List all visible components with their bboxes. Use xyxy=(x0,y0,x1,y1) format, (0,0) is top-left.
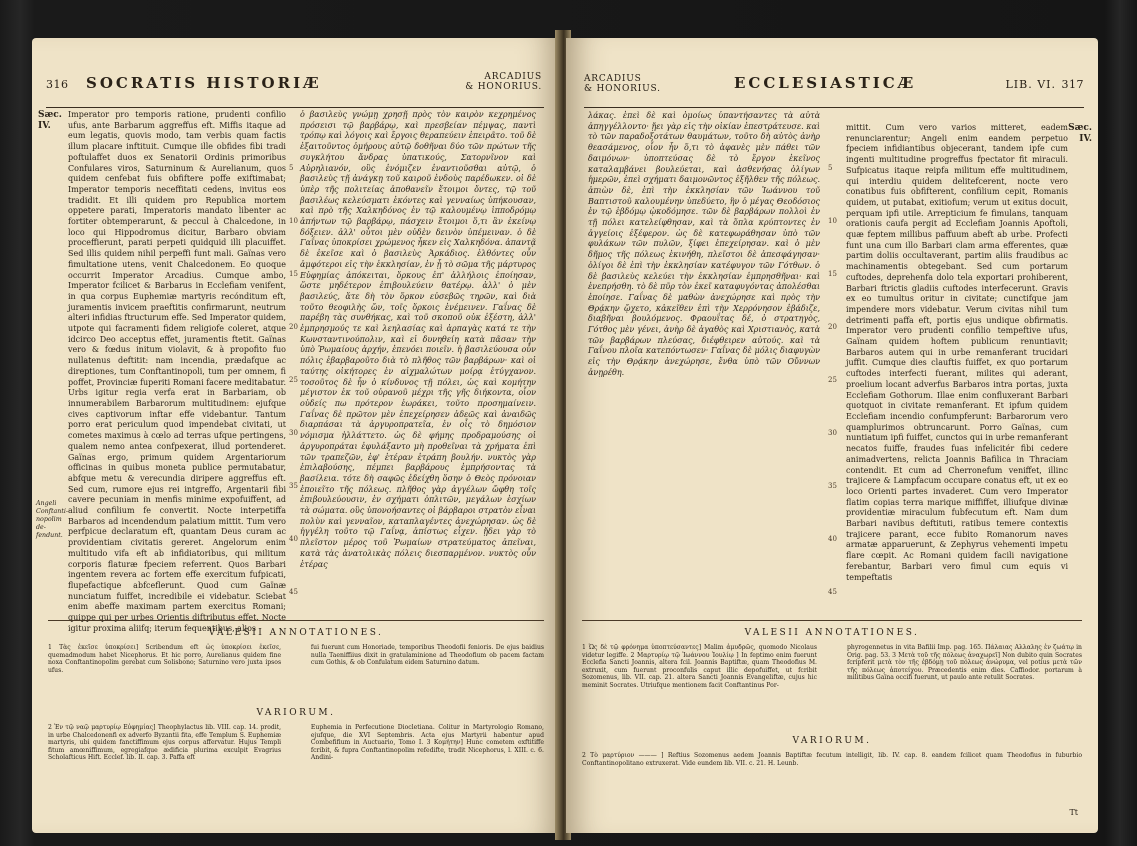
right-notes-col2: phyrogennetus in vita Bafilii Imp. pag. 165. Πάλαιας Αλλαλης ἐν ζωάτῳ in Orig. pag. 53. 3 Μετὰ τοῦ τῆς πόλεως ἀναχωρεῖ] Non dubito quin Socrates fcripferit μετὰ τὸν τῆς ἑβδόμῃ τοῦ πόλεως ἀνώρυμα, vel potius μετὰ τῶν τῆς πόλεως ἀποτείχου. Præcedentis enim dies. Caffiodor. portarum à militibus Gaïna occifi fuerunt, ut paulo ante retulit Socrates. xyxy=(847,644,1082,682)
right-side-label-line1: Sæc. xyxy=(1068,123,1092,133)
right-running-head-left-line2: & HONORIUS. xyxy=(584,84,661,94)
left-header-rule xyxy=(46,107,544,108)
left-page xyxy=(32,38,560,833)
right-header-rule xyxy=(584,107,1084,108)
left-running-head-right-line1: ARCADIUS xyxy=(484,72,542,82)
right-header xyxy=(584,70,1084,104)
left-line-number: 10 xyxy=(289,217,298,225)
left-line-number: 35 xyxy=(289,482,298,490)
right-variorum-heading: VARIORUM. xyxy=(792,736,872,746)
right-variorum-col1: 2 Τὸ μαρτύριον ——— ] Reftius Sozomenus aedem Joannis Baptiftæ fecutum intelligit, lib. IV. cap. 8. eandem fcilicet quam Theodofius in fuburbio Conftantinopolitano extruxerat. Vide eundem lib. VII. c. 21. H. Leunb. xyxy=(582,752,1082,767)
right-notes-rule xyxy=(582,620,1082,621)
right-running-head-left xyxy=(584,74,661,94)
left-line-number: 30 xyxy=(289,429,298,437)
right-line-number: 10 xyxy=(828,217,837,225)
right-line-number: 25 xyxy=(828,376,837,384)
right-notes-heading: VALESII ANNOTATIONES. xyxy=(744,628,920,638)
left-running-head-right-line2: & HONORIUS. xyxy=(465,82,542,92)
right-side-label-line2: IV. xyxy=(1079,134,1092,144)
left-notes-heading: VALESII ANNOTATIONES. xyxy=(208,628,384,638)
right-notes xyxy=(582,644,1082,734)
right-line-number: 35 xyxy=(828,482,837,490)
left-notes-col2: fui fuerunt cum Honoriade, temporibus Theodofii fenioris. De ejus baidius nulla Taeniffiius dixit in gratulaminione ad Theodofium ob pacem factam cum Gothis, & ob Confulatum eidem Saturnino datum. xyxy=(310,644,544,667)
left-page-number: 316 xyxy=(46,78,69,91)
left-header xyxy=(46,70,542,104)
left-latin-text: Imperator pro temporis ratione, prudenti confilio ufus, ante Barbarum aggreffus eft. Miffis itaque ad eum legatis, quovis modo, tam verbis quam factis illum placare inftituit. Cumque ille obfides fibi tradi poftulaffet duos ex Senatorii Ordinis primoribus Confulares viros, Saturninum & Aurelianum, quos quidem cenfebat fuis obfiftere poffe exiftimabat; Imperator temporis neceffitati cedens, invitus eos tradidit. Et illi quidem pro Republica mortem oppetere parati, Imperatoris mandato libenter ac fortiter obtemperarunt, & peccul à Chalcedone, in loco qui Hippodromus dicitur, Barbaro obviam proceffierunt, parati perpeti quidquid illi placuiffet. Sed illis quidem nihil perpeffi funt mali. Gaïnas vero fimultatione utens, venit Chalcedonem. Eo quoque occurrit Imperator Arcadius. Cumque ambo, Imperator fcilicet & Barbarus in Ecclefiam venifent, in qua corpus Euphemiæ martyris recónditum eft, juramentis invicem praeftitis confirmarunt, neutrum alteri infidias ftructurum effe. Sed Imperator quidem, utpote qui facramenti fidem religiofe coleret, atque idcirco Deo acceptus effet, juramentis ftetit. Gaïnas vero & fœdus initum violavit, & à propofito fuo nullatenus deftitit: nam incendia, prædafque ac direptiones, tum Conftantinopoli, tum per omnem, fi poffet, Provinciæ fuperiti Romani facere meditabatur. Urbs igitur regia verfa erat in Barbariam, ob innumerabilem Barbarorum multitudinem: ejufque cives captivorum inftar effe videbantur. Tantum porro erat periculum quod impendebat civitati, ut cometes maximus à cœlo ad terras ufque pertingens, qualem nemo antea confpexerat, illud portenderet. Gaïnas ergo, primum quidem Argentariorum officinas in quibus moneta publice permutabatur, abfque metu & verecundia diripere aggreffus eft. Sed cum, rumore ejus rei intgreffo, Argentarii fibi cavere pecuniam in menfis minime expofuiffent, ad aliud confilium fe convertit. Nocte interpetiffa Barbaros ad incendendum palatium mittit. Tum vero perfpicue declaratum eft, quantam Deus curam ac providentiam civitatis gereret. Angelorum enim multitudo vifa eft ab infidiatoribus, qui militum corporis flaturæ fpeciem referrent. Quos Barbari ingentem revera ac fortem effe exercitum fufpicati, flupefactique abfceflerunt. Quod cum Gaïnæ nunciatum fuiffet, incredibile ei videbatur. Sciebat enim abeffe maximam partem exercitus Romani; quippe qui per urbes Orientis diftributus effet. Nocte igitur proxima aliifq; iterum fequentibus, alios xyxy=(68,110,286,633)
right-page-number: 317 xyxy=(1061,78,1084,91)
left-line-number: 40 xyxy=(289,535,298,543)
left-line-number: 25 xyxy=(289,376,298,384)
right-notes-col1: 1 Ὡς δὲ τῷ φρόνημα ὑποπτεύσαντες] Malim ἀμυδρῶς, quomodo Nicolaus videtur legiffe. 2 Μαρτυρίῳ τῷ Ἰωάννου Ἱουλίῳ ] In feptimo enim fuerunt Ecclefia Sancti Joannis, altera fcil. Joannis Baptiftæ, quam Theodofius M. extruxit, cum fuerunt proconfulis caput illic depofuiffet, ut fcribit Sozomenus, lib. VII. cap. 21. altera Sancti Joannis Evangeliftæ, cujus hic meminit Socrates. Utriufque mentionem facit Conftantinus Por- xyxy=(582,644,817,689)
right-line-number: 40 xyxy=(828,535,837,543)
right-running-head-book: LIB. VI. xyxy=(1005,78,1056,91)
right-line-number: 5 xyxy=(828,164,833,172)
right-line-number: 30 xyxy=(828,429,837,437)
right-page xyxy=(566,38,1098,833)
left-notes-col1: 1 Τὰς ἐκεῖσε ὑποκρίσει] Scribendum eft ὡς ὑποκρίσει ἐκεῖσε, quemadmodum habet Nicephorus. Et hic porro, Aurelianus quidem fine noxa Conftantinopolim gerebat cum Solisbono; Saturnino vero juxta ipsos ufus. xyxy=(48,644,282,674)
left-line-number: 45 xyxy=(289,588,298,596)
left-notes-rule xyxy=(48,620,544,621)
left-greek-text: ὁ βασιλεὺς γνώμῃ χρησῇ πρὸς τὸν καιρὸν κεχρημένος πρόσεισι τῷ βαρβάρῳ, καὶ πρεσβείαν πέμψας, παντὶ τρόπῳ καὶ λόγοις καὶ ἔργοις θεραπεύειν ἐπειρᾶτο. τοῦ δὲ ἐξαιτοῦντος ὁμήρους αὐτῷ δοθῆναι δύο τῶν πρώτων τῆς συγκλήτου ἄνδρας ὑπατικούς, Σατορνῖνον καὶ Αὐρηλιανόν, οὓς ἐνόμιζεν ἐναντιοῦσθαι αὐτῷ, ὁ βασιλεὺς τῇ ἀνάγκῃ τοῦ καιροῦ ἐνδοὺς παρέδωκεν. οἱ δὲ ὑπὲρ τῆς πολιτείας ἀποθανεῖν ἕτοιμοι ὄντες, τῷ τοῦ βασιλέως κελεύσματι ἑκόντες καὶ γενναίως ὑπήκουσαν, καὶ πρὸ τῆς Χαλκηδόνος ἐν τῷ καλουμένῳ ἱπποδρόμῳ ἀπήντων τῷ βαρβάρῳ, πάσχειν ἕτοιμοι ὅ,τι ἂν ἐκείνῳ δόξειεν. ἀλλ' οὗτοι μὲν οὐδὲν δεινὸν ὑπέμειναν. ὁ δὲ Γαΐνας ὑποκρίσει χρώμενος ἧκεν εἰς Χαλκηδόνα. ἀπαντᾷ δὲ ἐκεῖσε καὶ ὁ βασιλεὺς Ἀρκάδιος. ἐλθόντες οὖν ἀμφότεροι εἰς τὴν ἐκκλησίαν, ἐν ᾗ τὸ σῶμα τῆς μάρτυρος Εὐφημίας ἀπόκειται, ὅρκους ἐπ' ἀλλήλοις ἐποίησαν, ὥστε μηδέτερον ἐπιβουλεύειν θατέρῳ. ἀλλ' ὁ μὲν βασιλεύς, ἅτε δὴ τὸν ὅρκον εὐσεβῶς τηρῶν, καὶ διὰ τοῦτο θεοφιλὴς ὤν, τοῖς ὅρκοις ἐνέμεινεν. Γαΐνας δὲ παρέβη τὰς συνθήκας, καὶ τοῦ σκοποῦ οὐκ ἐξέστη, ἀλλ' ἐμπρησμούς τε καὶ λεηλασίας καὶ ἁρπαγὰς κατά τε τὴν Κωνσταντινούπολιν, καὶ εἰ δυνηθείη κατὰ πᾶσαν τὴν ὑπὸ Ῥωμαίους ἀρχήν, ἐπενόει ποιεῖν. ἡ βασιλεύουσα οὖν πόλις ἐβαρβαροῦτο διὰ τὸ πλῆθος τῶν βαρβάρων· καὶ οἱ ταύτης οἰκήτορες ἐν αἰχμαλώτων μοίρᾳ ἐτύγχανον. τοσοῦτος δὲ ἦν ὁ κίνδυνος τῇ πόλει, ὡς καὶ κομήτην μέγιστον ἐκ τοῦ οὐρανοῦ μέχρι τῆς γῆς διήκοντα, οἷον οὐδείς πω πρότερον ἑωράκει, τοῦτο προσημαίνειν. Γαΐνας δὲ πρῶτον μὲν ἐπεχείρησεν ἀδεῶς καὶ ἀναιδῶς διαρπάσαι τὰ ἀργυροπρατεῖα, ἐν οἷς τὸ δημόσιον νόμισμα ἠλλάττετο. ὡς δὲ φήμης προδραμούσης οἱ ἀργυροπράται ἐφυλάξαντο μὴ προθεῖναι τὰ χρήματα ἐπὶ τῶν τραπεζῶν, ἐφ' ἑτέραν ἐτράπη βουλήν. νυκτὸς γὰρ ἐπιλαβούσης, πέμπει βαρβάρους ἐμπρήσοντας τὰ βασίλεια. τότε δὴ σαφῶς ἐδείχθη ὅσην ὁ Θεὸς πρόνοιαν ἐποιεῖτο τῆς πόλεως. πλῆθος γὰρ ἀγγέλων ὤφθη τοῖς ἐπιβουλεύουσιν, ἐν σχήματι ὁπλιτῶν, μεγάλων ἐσχίων τὰ σώματα. οὓς ὑπονοήσαντες οἱ βάρβαροι στρατὸν εἶναι πολὺν καὶ γενναῖον, καταπλαγέντες ἀνεχώρησαν. ὡς δὲ ἠγγέλη τοῦτο τῷ Γαΐνᾳ, ἀπίστως εἶχεν. ᾔδει γὰρ τὸ πλεῖστον μέρος τοῦ Ῥωμαίων στρατεύματος ἀπεῖναι, κατὰ τὰς ἀνατολικὰς πόλεις διεσπαρμένον. νυκτὸς οὖν ἑτέρας xyxy=(300,110,536,569)
left-side-label xyxy=(38,110,62,132)
left-greek-column xyxy=(300,110,536,608)
left-notes xyxy=(48,644,544,706)
right-greek-text: λάκας. ἐπεὶ δὲ καὶ ὁμοίως ὑπαντήσαντες τὰ αὐτὰ ἀπηγγέλλοντο· ᾔει γὰρ εἰς τὴν οἰκίαν ἐπεστράτευσε. καὶ τὸ τῶν παραδοξοτάτων θαυμάτων, τοῦτο δὴ αὐτὸς ἀνὴρ θεασάμενος, οἷον ἦν ὅ,τι τὸ ἀφανὲς μὲν πάθει τῶν δαιμόνων· ὑποπτεύσας δὲ τὸ ἔργον ἐκεῖνος καταλαμβάνει βουλεύεται, καὶ ἀσθενήσας ὀλίγων ἡμερῶν, ἐπεὶ σχήματι δαιμονῶντος ἐξῆλθεν τῆς πόλεως. ἀπιὼν δὲ, ἐπὶ τὴν ἐκκλησίαν τῶν Ἰωάννου τοῦ Βαπτιστοῦ καλουμένην ὑπεδύετο, ἣν ὁ μέγας Θεοδόσιος ἐν τῷ ἑβδόμῳ ᾠκοδόμησε. τῶν δὲ βαρβάρων πολλοὶ ἐν τῇ πόλει κατελείφθησαν, καὶ τὰ ὅπλα κρύπτοντες ἐν ἀγγείοις ἐξέφερον. ὡς δὲ κατεφωράθησαν ὑπὸ τῶν φυλάκων τῶν πυλῶν, ξίφει ἐπεχείρησαν. καὶ ὁ μὲν δῆμος τῆς πόλεως ἐκινήθη, πλεῖστοι δὲ ἀπεσφάγησαν· ὀλίγοι δὲ ἐπὶ τὴν ἐκκλησίαν κατέφυγον τῶν Γότθων. ὁ δὲ βασιλεὺς κελεύει τὴν ἐκκλησίαν ἐμπρησθῆναι· καὶ ἐνεπρήσθη. τὸ δὲ πῦρ τὸν ἐκεῖ καταφυγόντας ἀπολέσθαι ἐποίησε. Γαΐνας δὲ μαθὼν ἀνεχώρησε καὶ πρὸς τὴν Θρᾴκην ᾤχετο, κἀκεῖθεν ἐπὶ τὴν Χερρόνησον ἐβάδιζε, διαβῆναι βουλόμενος. Φραουΐτας δέ, ὁ στρατηγὸς, Γότθος μὲν γένει, ἀνὴρ δὲ ἀγαθὸς καὶ Χριστιανὸς, κατὰ τῶν βαρβάρων πλεύσας, διέφθειρεν αὐτούς. καὶ τὰ Γαΐνου πλοῖα κατεπόντωσεν· Γαΐνας δὲ μόλις διαφυγὼν εἰς τὴν Θρᾴκην ἀνεχώρησε, ἔνθα ὑπὸ τῶν Οὔννων ἀνῃρέθη. xyxy=(588,111,820,377)
right-line-number: 45 xyxy=(828,588,837,596)
right-greek-column xyxy=(588,111,820,609)
left-running-head: SOCRATIS HISTORIÆ xyxy=(86,74,322,92)
left-side-note: Angeli Conftanti- nopolim de- fendunt. xyxy=(36,500,69,539)
right-catchword: Tt xyxy=(1069,808,1078,818)
left-side-label-line1: Sæc. xyxy=(38,110,62,120)
left-variorum-col1: 2 Ἐν τῷ ναῷ μαρτυρίῳ Εὐφημίας] Theophylactus lib. VIII. cap. 14. prodit, in urbe Chalcedonenfi ex adverfo Byzantii fita, effe Templum S. Euphemiæ martyris, ubi quidem fanctiffimum ejus corpus affervatur. Hujus Templi fitum amœniffimum, egregiafque ædificia plurima exculpit Evagrius Scholafticus Hift. Ecclef. lib. II. cap. 3. Paffa eft xyxy=(48,724,282,762)
left-running-head-right xyxy=(465,72,542,92)
left-line-number: 15 xyxy=(289,270,298,278)
left-line-number: 5 xyxy=(289,164,294,172)
right-running-head-left-line1: ARCADIUS xyxy=(584,74,642,84)
right-latin-column xyxy=(846,123,1068,621)
right-line-number: 20 xyxy=(828,323,837,331)
right-running-head: ECCLESIASTICÆ xyxy=(734,74,917,92)
left-line-number: 20 xyxy=(289,323,298,331)
right-latin-text: mittit. Cum vero varios mitteret, eadem renunciarentur; Angeli enim eandem perpetuo fpeciem infidiantibus objecerant, tandem ipfe cum ingenti multitudine progreffus fpectator fit miraculi. Sufpicatus itaque reipfa militum effe multitudinem, qui interdiu quidem delitefcerent, nocte vero conatibus fuis obfifterent, confilium cepit, Romanis quidem, ut putabat, exitiofum; verum ut exitus docuit, perquam ipfi utile. Arrepticium fe fimulans, tanquam orationis caufa pergit ad Ecclefiam Joannis Apoftoli, quæ feptem millibus paffuum abeft ab urbe. Profecti funt una cum illo Barbari clam arma efferentes, quæ partim doliis occultaverant, partim aliis fraudibus ac machinamentis obtegebant. Sed cum portarum cuftodes, deprehenfa dolo tela exportari prohiberent, Barbari ftrictis gladiis cuftodes interfecerunt. Gravis ex eo tumultus oritur in civitate; cunctifque jam impendere mors videbatur. Verum civitas nihil tum detrimenti paffa eft, portis ejus undique obfirmatis. Imperator vero prudenti confilio tempeftive ufus, Gaïnam quidem hoftem publicum renuntiavit; Barbaros autem qui in urbe remanferant trucidari juffit. Cumque dies clauftis fuiffet, ex quo portarum cuftodes interfecti fuerant, milites qui aderant, proelium locant adverfus Barbaros intra portas, juxta Ecclefiam Gothorum. Illae enim confluxerant Barbari quotquot in civitate remanferant. Et ipfum quidem Ecclefiam incendio confumpferunt: Barbarorum vero quamplurimos obtruncarunt. Porro Gaïnas, cum nuntiatum ipfi fuiffet, cunctos qui in urbe remanferant necatos fuiffe, fraudes fuas infelicitér fibi cedere animadvertens, relicta Joannis Bafilica in Thraciam contendit. Et cum ad Cherronefum veniffet, illinc trajicere & Lampfacum occupare conatus eft, ut ex eo loco Orienti partes invaderet. Cum vero Imperator flatim copias terra marique miffiffet, illiufque divinæ providentiæ miraculum fubfecutum eft. Nam dum Barbari navibus deftituti, ratibus temere contextis trajicere parant, ecce fubito Romanorum naves armatæ apparuerunt, & Zephyrus vehementi impetu flare cœpit. Ac Romani quidem facili navigatione ferebantur, Barbari vero fimul cum equis vi tempeftatis xyxy=(846,123,1068,582)
right-line-number: 15 xyxy=(828,270,837,278)
right-side-label xyxy=(1068,123,1092,145)
left-variorum xyxy=(48,724,544,824)
left-side-label-line2: IV. xyxy=(38,121,51,131)
left-variorum-heading: VARIORUM. xyxy=(256,708,336,718)
right-variorum xyxy=(582,752,1082,796)
left-latin-column xyxy=(68,110,286,633)
left-variorum-col2: Euphemia in Perfecutione Diocletiana. Colitur in Martyrologio Romano, ejufque, die XVI Septembris. Acta ejus Martyrii habentur apud Combefifium in Auctuario, Tomo I. 3 Κομήτην] Hunc cometem exftitiffe fcribit, & fupra Conftantinopolim refedifte, tradit Nicephorus, l. XIII. c. 6. Andini- xyxy=(310,724,544,762)
